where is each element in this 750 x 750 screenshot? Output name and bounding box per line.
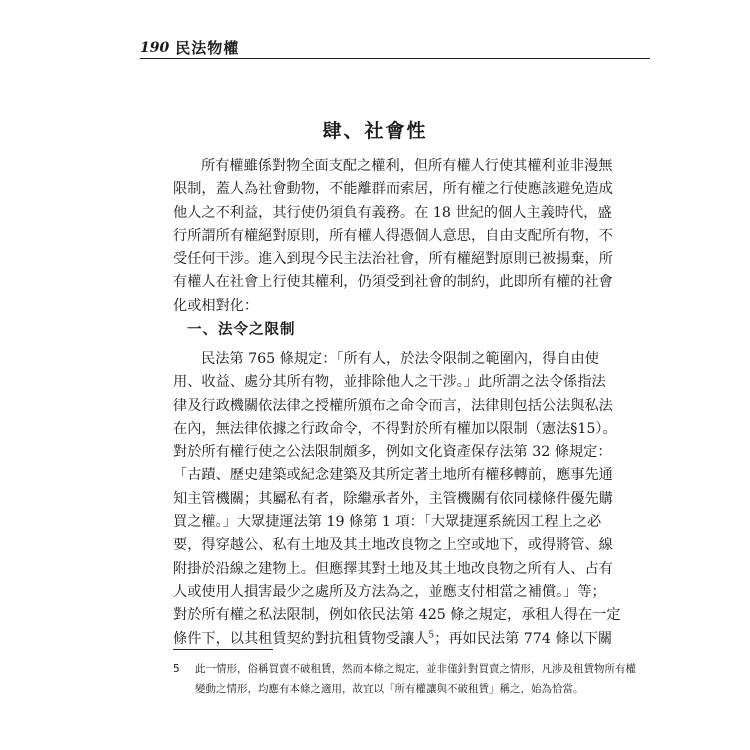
paragraph-line: 人或使用人損害最少之處所及方法為之，並應支付相當之補償。」等； <box>173 583 606 600</box>
paragraph-line: 對於所有權之私法限制，例如依民法第 425 條之規定，承租人得在一定 <box>173 607 621 624</box>
section-heading: 一、法令之限制 <box>187 322 296 338</box>
paragraph-line: 受任何干涉。進入到現今民主法治社會，所有權絕對原則已被揚棄，所 <box>173 251 613 268</box>
footnote <box>173 659 636 699</box>
paragraph-line: 買之權。」大眾捷運法第 19 條第 1 項：「大眾捷運系統因工程上之必 <box>173 514 602 531</box>
paragraph-line: 要，得穿越公、私有土地及其土地改良物之上空或地下，或得將管、線 <box>173 537 613 554</box>
paragraph-line: 在內，無法律依據之行政命令，不得對於所有權加以限制（憲法§15）。 <box>173 420 617 437</box>
page-number: 190 <box>140 40 170 56</box>
footnote-line: 變動之情形，均應有本條之適用，故宜以「所有權讓與不破租賃」稱之，始為恰當。 <box>195 683 584 695</box>
paragraph-line: 知主管機關；其屬私有者，除繼承者外，主管機關有依同樣條件優先購 <box>173 490 613 507</box>
paragraph-line: 民法第 765 條規定：「所有人，於法令限制之範圍內，得自由使 <box>201 351 599 367</box>
running-head <box>140 36 650 59</box>
paragraph-line-text: 條件下，以其租賃契約對抗租賃物受讓人 <box>173 630 429 647</box>
footnote-text: 此一情形，俗稱買賣不破租賃，然而本條之規定，並非僅針對買賣之情形，凡涉及租賃物所有權 <box>195 663 636 675</box>
paragraph-line-text: ；再如民法第 774 條以下關 <box>434 630 613 647</box>
paragraph-2 <box>173 348 621 651</box>
footnote-divider <box>173 649 273 650</box>
paragraph-line: 「古蹟、歷史建築或紀念建築及其所定著土地所有權移轉前，應事先通 <box>173 467 613 484</box>
paragraph-line: 行所謂所有權絕對原則，所有權人得憑個人意思，自由支配所有物，不 <box>173 227 613 244</box>
book-title: 民法物權 <box>175 39 240 57</box>
paragraph-line: 化或相對化： <box>173 297 259 314</box>
chapter-title: 肆、社會性 <box>322 120 428 142</box>
footnote-line <box>173 659 636 679</box>
paragraph-line: 有權人在社會上行使其權利，仍須受到社會的制約，此即所有權的社會 <box>173 274 613 291</box>
paragraph-line: 對於所有權行使之公法限制頗多，例如文化資產保存法第 32 條規定： <box>173 444 612 461</box>
paragraph-1 <box>173 155 613 318</box>
paragraph-line: 他人之不利益，其行使仍須負有義務。在 18 世紀的個人主義時代，盛 <box>173 204 612 221</box>
paragraph-line <box>173 628 613 651</box>
footnote-reference[interactable]: 5 <box>428 629 435 640</box>
paragraph-line: 限制，蓋人為社會動物，不能離群而索居，所有權之行使應該避免造成 <box>173 181 613 198</box>
paragraph-line: 律及行政機關依法律之授權所頒布之命令而言，法律則包括公法與私法 <box>173 397 613 414</box>
paragraph-line: 用、收益、處分其所有物，並排除他人之干涉。」此所謂之法令係指法 <box>173 374 606 391</box>
paragraph-line: 附掛於沿線之建物上。但應擇其對土地及其土地改良物之所有人、占有 <box>173 560 613 577</box>
footnote-number: 5 <box>173 663 180 675</box>
paragraph-line: 所有權雖係對物全面支配之權利，但所有權人行使其權利並非漫無 <box>201 158 613 174</box>
